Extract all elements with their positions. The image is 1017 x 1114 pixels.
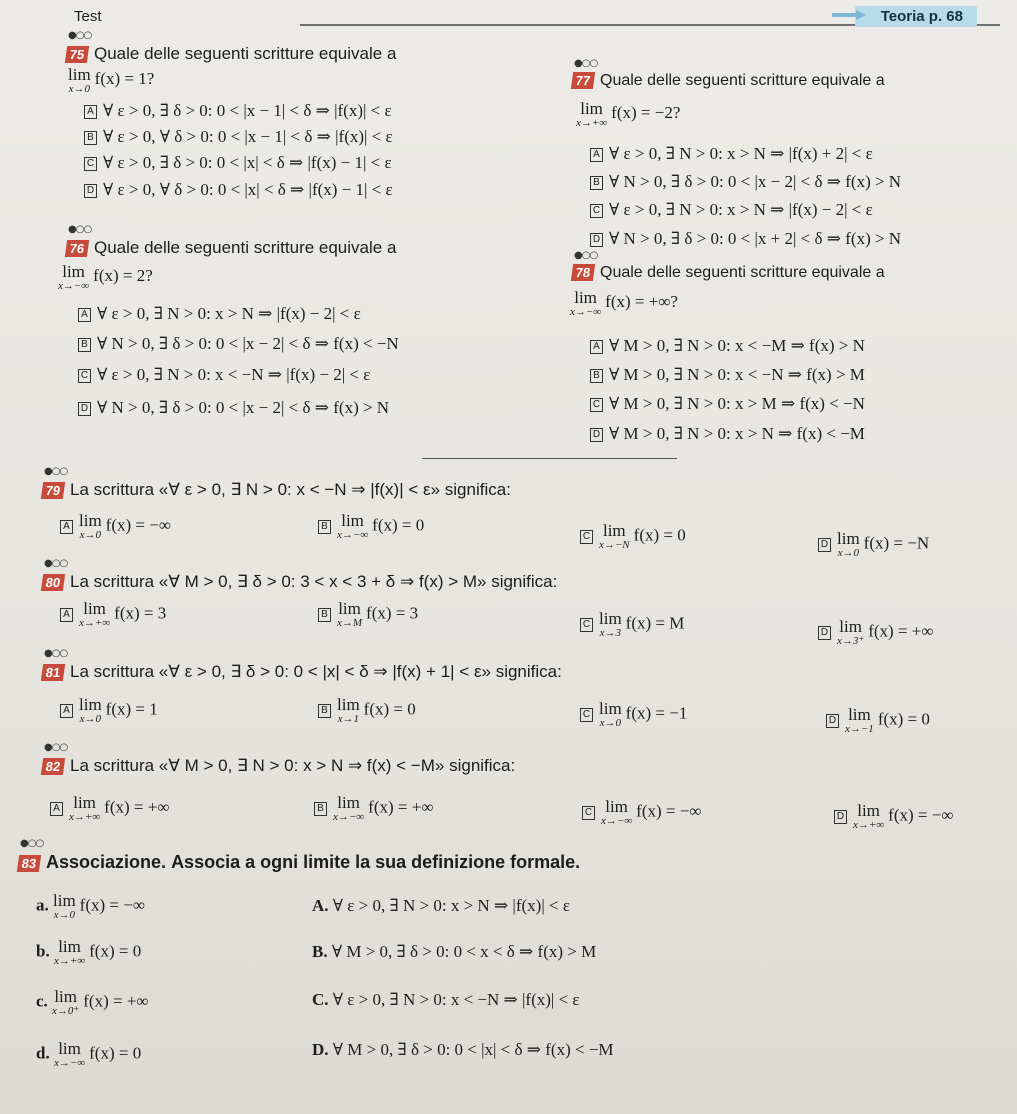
item-expr: f(x) = −∞ — [79, 895, 145, 915]
q81-option-b[interactable]: B lim x→1 f(x) = 0 — [318, 696, 416, 725]
option-letter: C — [590, 204, 603, 218]
q81-option-a[interactable]: A lim x→0 f(x) = 1 — [60, 696, 158, 725]
option-lim-sub: x→0 — [837, 547, 860, 559]
q78-option-a[interactable] — [590, 336, 865, 356]
option-text: ∀ M > 0, ∃ N > 0: x > N ⇒ f(x) < −M — [609, 424, 865, 443]
option-lim-sub: x→−N — [599, 539, 630, 551]
item-label: d. — [36, 1043, 50, 1063]
q78-expr: f(x) = +∞? — [605, 292, 678, 312]
q81-prompt — [42, 662, 562, 682]
option-letter: A — [590, 340, 603, 354]
difficulty-dots: ●○○ — [68, 224, 92, 235]
option-lim-sub: x→1 — [337, 713, 360, 725]
option-lim-sub: x→3⁺ — [837, 635, 865, 647]
q76-text: Quale delle seguenti scritture equivale a — [94, 238, 397, 257]
option-expr: f(x) = 0 — [372, 515, 425, 535]
option-letter: D — [78, 402, 91, 416]
option-text: ∀ N > 0, ∃ δ > 0: 0 < |x − 2| < δ ⇒ f(x) < −N — [97, 334, 399, 353]
q80-number: 80 — [41, 574, 65, 591]
q83-prompt — [18, 852, 580, 873]
option-lim-sub: x→3 — [599, 627, 622, 639]
option-letter: A — [78, 308, 91, 322]
item-label: B. — [312, 942, 328, 961]
q78-prompt — [572, 264, 885, 282]
item-expr: f(x) = 0 — [89, 941, 142, 961]
q76-limit — [58, 263, 153, 292]
q79-option-b[interactable]: B lim x→−∞ f(x) = 0 — [318, 512, 424, 541]
item-lim-sub: x→+∞ — [53, 955, 86, 967]
q77-lim: lim — [580, 99, 603, 118]
option-letter: A — [60, 608, 73, 622]
q77-text: Quale delle seguenti scritture equivale a — [600, 72, 885, 89]
q83-right-a[interactable] — [312, 896, 570, 916]
q82-option-a[interactable]: A lim x→+∞ f(x) = +∞ — [50, 794, 169, 823]
option-text: ∀ M > 0, ∃ N > 0: x > M ⇒ f(x) < −N — [609, 394, 865, 413]
q81-option-c[interactable]: C lim x→0 f(x) = −1 — [580, 700, 687, 729]
option-text: ∀ ε > 0, ∃ N > 0: x > N ⇒ |f(x) − 2| < ε — [609, 200, 873, 219]
q80-text: La scrittura «∀ M > 0, ∃ δ > 0: 3 < x < 3 + δ ⇒ f(x) > M» significa: — [70, 572, 558, 591]
item-lim-sub: x→0⁺ — [52, 1005, 80, 1017]
q75-expr: f(x) = 1? — [94, 69, 155, 89]
q75-lim-sub: x→0 — [68, 83, 91, 95]
q83-title: Associazione. — [46, 852, 167, 872]
q77-prompt — [572, 72, 885, 90]
option-letter: A — [60, 520, 73, 534]
arrow-icon — [832, 10, 866, 20]
option-text: ∀ ε > 0, ∃ N > 0: x < −N ⇒ |f(x) − 2| < ε — [97, 365, 371, 384]
q75-option-a[interactable] — [84, 101, 392, 121]
option-lim-sub: x→0 — [79, 529, 102, 541]
item-text: ∀ ε > 0, ∃ N > 0: x > N ⇒ |f(x)| < ε — [332, 896, 570, 915]
option-letter: A — [60, 704, 73, 718]
q78-option-d[interactable] — [590, 424, 865, 444]
option-lim-sub: x→+∞ — [69, 811, 101, 823]
option-letter: C — [582, 806, 595, 820]
option-letter: A — [84, 105, 97, 119]
option-lim-sub: x→+∞ — [79, 617, 111, 629]
option-letter: C — [84, 157, 97, 171]
q78-text: Quale delle seguenti scritture equivale a — [600, 264, 885, 281]
difficulty-dots: ●○○ — [20, 838, 44, 849]
option-expr: f(x) = −1 — [625, 703, 688, 723]
q75-option-d[interactable] — [84, 180, 393, 200]
option-lim-sub: x→0 — [79, 713, 102, 725]
option-letter: C — [78, 369, 91, 383]
q82-number: 82 — [41, 758, 65, 775]
option-letter: C — [590, 398, 603, 412]
q78-lim-sub: x→−∞ — [570, 306, 602, 318]
option-letter: B — [314, 802, 327, 816]
option-text: ∀ ε > 0, ∀ δ > 0: 0 < |x − 1| < δ ⇒ |f(x)| < ε — [103, 127, 393, 146]
option-expr: f(x) = 0 — [633, 525, 686, 545]
q79-number: 79 — [41, 482, 65, 499]
option-lim-sub: x→0 — [599, 717, 622, 729]
q75-option-c[interactable] — [84, 153, 392, 173]
option-letter: D — [834, 810, 847, 824]
q83-right-c[interactable] — [312, 990, 580, 1010]
option-letter: B — [590, 176, 603, 190]
q79-option-c[interactable]: C lim x→−N f(x) = 0 — [580, 522, 686, 551]
q80-option-a[interactable]: A lim x→+∞ f(x) = 3 — [60, 600, 166, 629]
difficulty-dots: ●○○ — [44, 558, 68, 569]
q78-number: 78 — [571, 264, 595, 281]
q83-left-d[interactable]: d. lim x→−∞ f(x) = 0 — [36, 1039, 142, 1069]
difficulty-dots: ●○○ — [44, 466, 68, 477]
option-letter: B — [318, 704, 331, 718]
q83-left-c[interactable]: c. lim x→0⁺ f(x) = +∞ — [36, 987, 149, 1017]
option-letter: B — [78, 338, 91, 352]
q81-option-d[interactable]: D lim x→−1 f(x) = 0 — [826, 706, 930, 735]
option-letter: A — [590, 148, 603, 162]
item-label: D. — [312, 1040, 329, 1059]
item-text: ∀ M > 0, ∃ δ > 0: 0 < x < δ ⇒ f(x) > M — [331, 942, 597, 961]
q80-option-d[interactable]: D lim x→3⁺ f(x) = +∞ — [818, 618, 933, 647]
teoria-reference: Teoria p. 68 — [855, 6, 977, 27]
q77-option-d[interactable] — [590, 229, 901, 249]
option-expr: f(x) = +∞ — [368, 797, 434, 817]
q77-option-a[interactable] — [590, 144, 873, 164]
option-letter: D — [818, 626, 831, 640]
option-lim-sub: x→−∞ — [601, 815, 633, 827]
option-letter: C — [580, 618, 593, 632]
q81-number: 81 — [41, 664, 65, 681]
q83-left-b[interactable]: b. lim x→+∞ f(x) = 0 — [36, 937, 142, 967]
option-expr: f(x) = −∞ — [888, 805, 954, 825]
option-text: ∀ ε > 0, ∃ δ > 0: 0 < |x − 1| < δ ⇒ |f(x)| < ε — [103, 101, 392, 120]
option-text: ∀ ε > 0, ∀ δ > 0: 0 < |x| < δ ⇒ |f(x) − 1| < ε — [103, 180, 393, 199]
option-lim-sub: x→−∞ — [333, 811, 365, 823]
q79-prompt — [42, 480, 511, 500]
option-text: ∀ M > 0, ∃ N > 0: x < −M ⇒ f(x) > N — [609, 336, 865, 355]
difficulty-dots: ●○○ — [574, 58, 598, 69]
option-lim-sub: x→−∞ — [337, 529, 369, 541]
q76-lim: lim — [62, 262, 85, 281]
option-letter: A — [50, 802, 63, 816]
q76-number: 76 — [65, 240, 89, 257]
option-letter: D — [590, 233, 603, 247]
q83-left-a[interactable]: a. lim x→0 f(x) = −∞ — [36, 891, 145, 921]
option-expr: f(x) = 0 — [877, 709, 930, 729]
q82-option-b[interactable]: B lim x→−∞ f(x) = +∞ — [314, 794, 433, 823]
q79-text: La scrittura «∀ ε > 0, ∃ N > 0: x < −N ⇒ |f(x)| < ε» significa: — [70, 480, 511, 499]
option-expr: f(x) = +∞ — [868, 621, 934, 641]
q76-prompt — [66, 238, 396, 258]
q76-lim-sub: x→−∞ — [58, 280, 90, 292]
item-expr: f(x) = 0 — [89, 1043, 142, 1063]
q82-option-c[interactable]: C lim x→−∞ f(x) = −∞ — [582, 798, 701, 827]
q78-limit — [570, 289, 678, 318]
q82-prompt — [42, 756, 515, 776]
q76-option-d[interactable] — [78, 398, 389, 418]
option-expr: f(x) = 3 — [114, 603, 167, 623]
option-text: ∀ ε > 0, ∃ N > 0: x > N ⇒ |f(x) − 2| < ε — [97, 304, 361, 323]
difficulty-dots: ●○○ — [574, 250, 598, 261]
option-text: ∀ M > 0, ∃ N > 0: x < −N ⇒ f(x) > M — [609, 365, 865, 384]
q75-text: Quale delle seguenti scritture equivale a — [94, 44, 397, 63]
item-expr: f(x) = +∞ — [83, 991, 149, 1011]
option-expr: f(x) = 0 — [363, 699, 416, 719]
option-letter: B — [590, 369, 603, 383]
item-text: ∀ M > 0, ∃ δ > 0: 0 < |x| < δ ⇒ f(x) < −M — [332, 1040, 614, 1059]
q83-text: Associa a ogni limite la sua definizione formale. — [171, 852, 581, 872]
q75-lim: lim — [68, 65, 91, 84]
q76-option-a[interactable] — [78, 304, 361, 324]
q75-option-b[interactable] — [84, 127, 393, 147]
option-letter: C — [580, 530, 593, 544]
option-expr: f(x) = +∞ — [104, 797, 170, 817]
difficulty-dots: ●○○ — [44, 648, 68, 659]
q83-right-d[interactable] — [312, 1040, 614, 1060]
option-text: ∀ N > 0, ∃ δ > 0: 0 < |x − 2| < δ ⇒ f(x) > N — [97, 398, 390, 417]
option-expr: f(x) = −∞ — [105, 515, 171, 535]
option-text: ∀ N > 0, ∃ δ > 0: 0 < |x − 2| < δ ⇒ f(x) > N — [609, 172, 902, 191]
q77-number: 77 — [571, 72, 595, 89]
item-label: b. — [36, 941, 50, 961]
q78-option-c[interactable] — [590, 394, 865, 414]
option-expr: f(x) = M — [625, 613, 685, 633]
option-lim-sub: x→M — [337, 617, 363, 629]
option-expr: f(x) = −∞ — [636, 801, 702, 821]
section-title: Test — [74, 8, 102, 25]
item-label: A. — [312, 896, 329, 915]
q77-limit — [576, 100, 680, 129]
option-letter: D — [84, 184, 97, 198]
item-lim-sub: x→−∞ — [53, 1057, 86, 1069]
option-expr: f(x) = 1 — [105, 699, 158, 719]
q79-option-a[interactable]: A lim x→0 f(x) = −∞ — [60, 512, 171, 541]
q78-option-b[interactable] — [590, 365, 865, 385]
option-text: ∀ ε > 0, ∃ N > 0: x > N ⇒ |f(x) + 2| < ε — [609, 144, 873, 163]
option-letter: D — [590, 428, 603, 442]
q80-option-c[interactable]: C lim x→3 f(x) = M — [580, 610, 684, 639]
q79-option-d[interactable]: D lim x→0 f(x) = −N — [818, 530, 929, 559]
q75-number: 75 — [65, 46, 89, 63]
option-text: ∀ N > 0, ∃ δ > 0: 0 < |x + 2| < δ ⇒ f(x) > N — [609, 229, 902, 248]
q77-option-b[interactable] — [590, 172, 901, 192]
q81-text: La scrittura «∀ ε > 0, ∃ δ > 0: 0 < |x| < δ ⇒ |f(x) + 1| < ε» significa: — [70, 662, 562, 681]
q80-prompt — [42, 572, 557, 592]
q76-option-c[interactable] — [78, 365, 370, 385]
q78-lim: lim — [574, 288, 597, 307]
item-lim-sub: x→0 — [53, 909, 76, 921]
option-letter: B — [318, 608, 331, 622]
option-lim-sub: x→−1 — [845, 723, 874, 735]
option-expr: f(x) = 3 — [366, 603, 419, 623]
option-letter: B — [84, 131, 97, 145]
q77-expr: f(x) = −2? — [611, 103, 681, 123]
q75-limit — [68, 66, 154, 95]
q82-option-d[interactable]: D lim x→+∞ f(x) = −∞ — [834, 802, 953, 831]
option-lim-sub: x→+∞ — [853, 819, 885, 831]
item-label: a. — [36, 895, 49, 915]
q82-text: La scrittura «∀ M > 0, ∃ N > 0: x > N ⇒ f(x) < −M» significa: — [70, 756, 516, 775]
difficulty-dots: ●○○ — [44, 742, 68, 753]
option-letter: C — [580, 708, 593, 722]
option-letter: D — [818, 538, 831, 552]
divider — [422, 458, 677, 459]
q76-expr: f(x) = 2? — [93, 266, 153, 286]
item-text: ∀ ε > 0, ∃ N > 0: x < −N ⇒ |f(x)| < ε — [332, 990, 580, 1009]
item-label: c. — [36, 991, 48, 1011]
q83-number: 83 — [17, 855, 41, 872]
option-expr: f(x) = −N — [863, 533, 930, 553]
q75-prompt — [66, 44, 396, 64]
q76-option-b[interactable] — [78, 334, 399, 354]
q77-lim-sub: x→+∞ — [576, 117, 608, 129]
q80-option-b[interactable]: B lim x→M f(x) = 3 — [318, 600, 418, 629]
difficulty-dots: ●○○ — [68, 30, 92, 41]
q77-option-c[interactable] — [590, 200, 873, 220]
q83-right-b[interactable] — [312, 942, 596, 962]
option-letter: B — [318, 520, 331, 534]
option-letter: D — [826, 714, 839, 728]
item-label: C. — [312, 990, 329, 1009]
option-text: ∀ ε > 0, ∃ δ > 0: 0 < |x| < δ ⇒ |f(x) − 1| < ε — [103, 153, 392, 172]
